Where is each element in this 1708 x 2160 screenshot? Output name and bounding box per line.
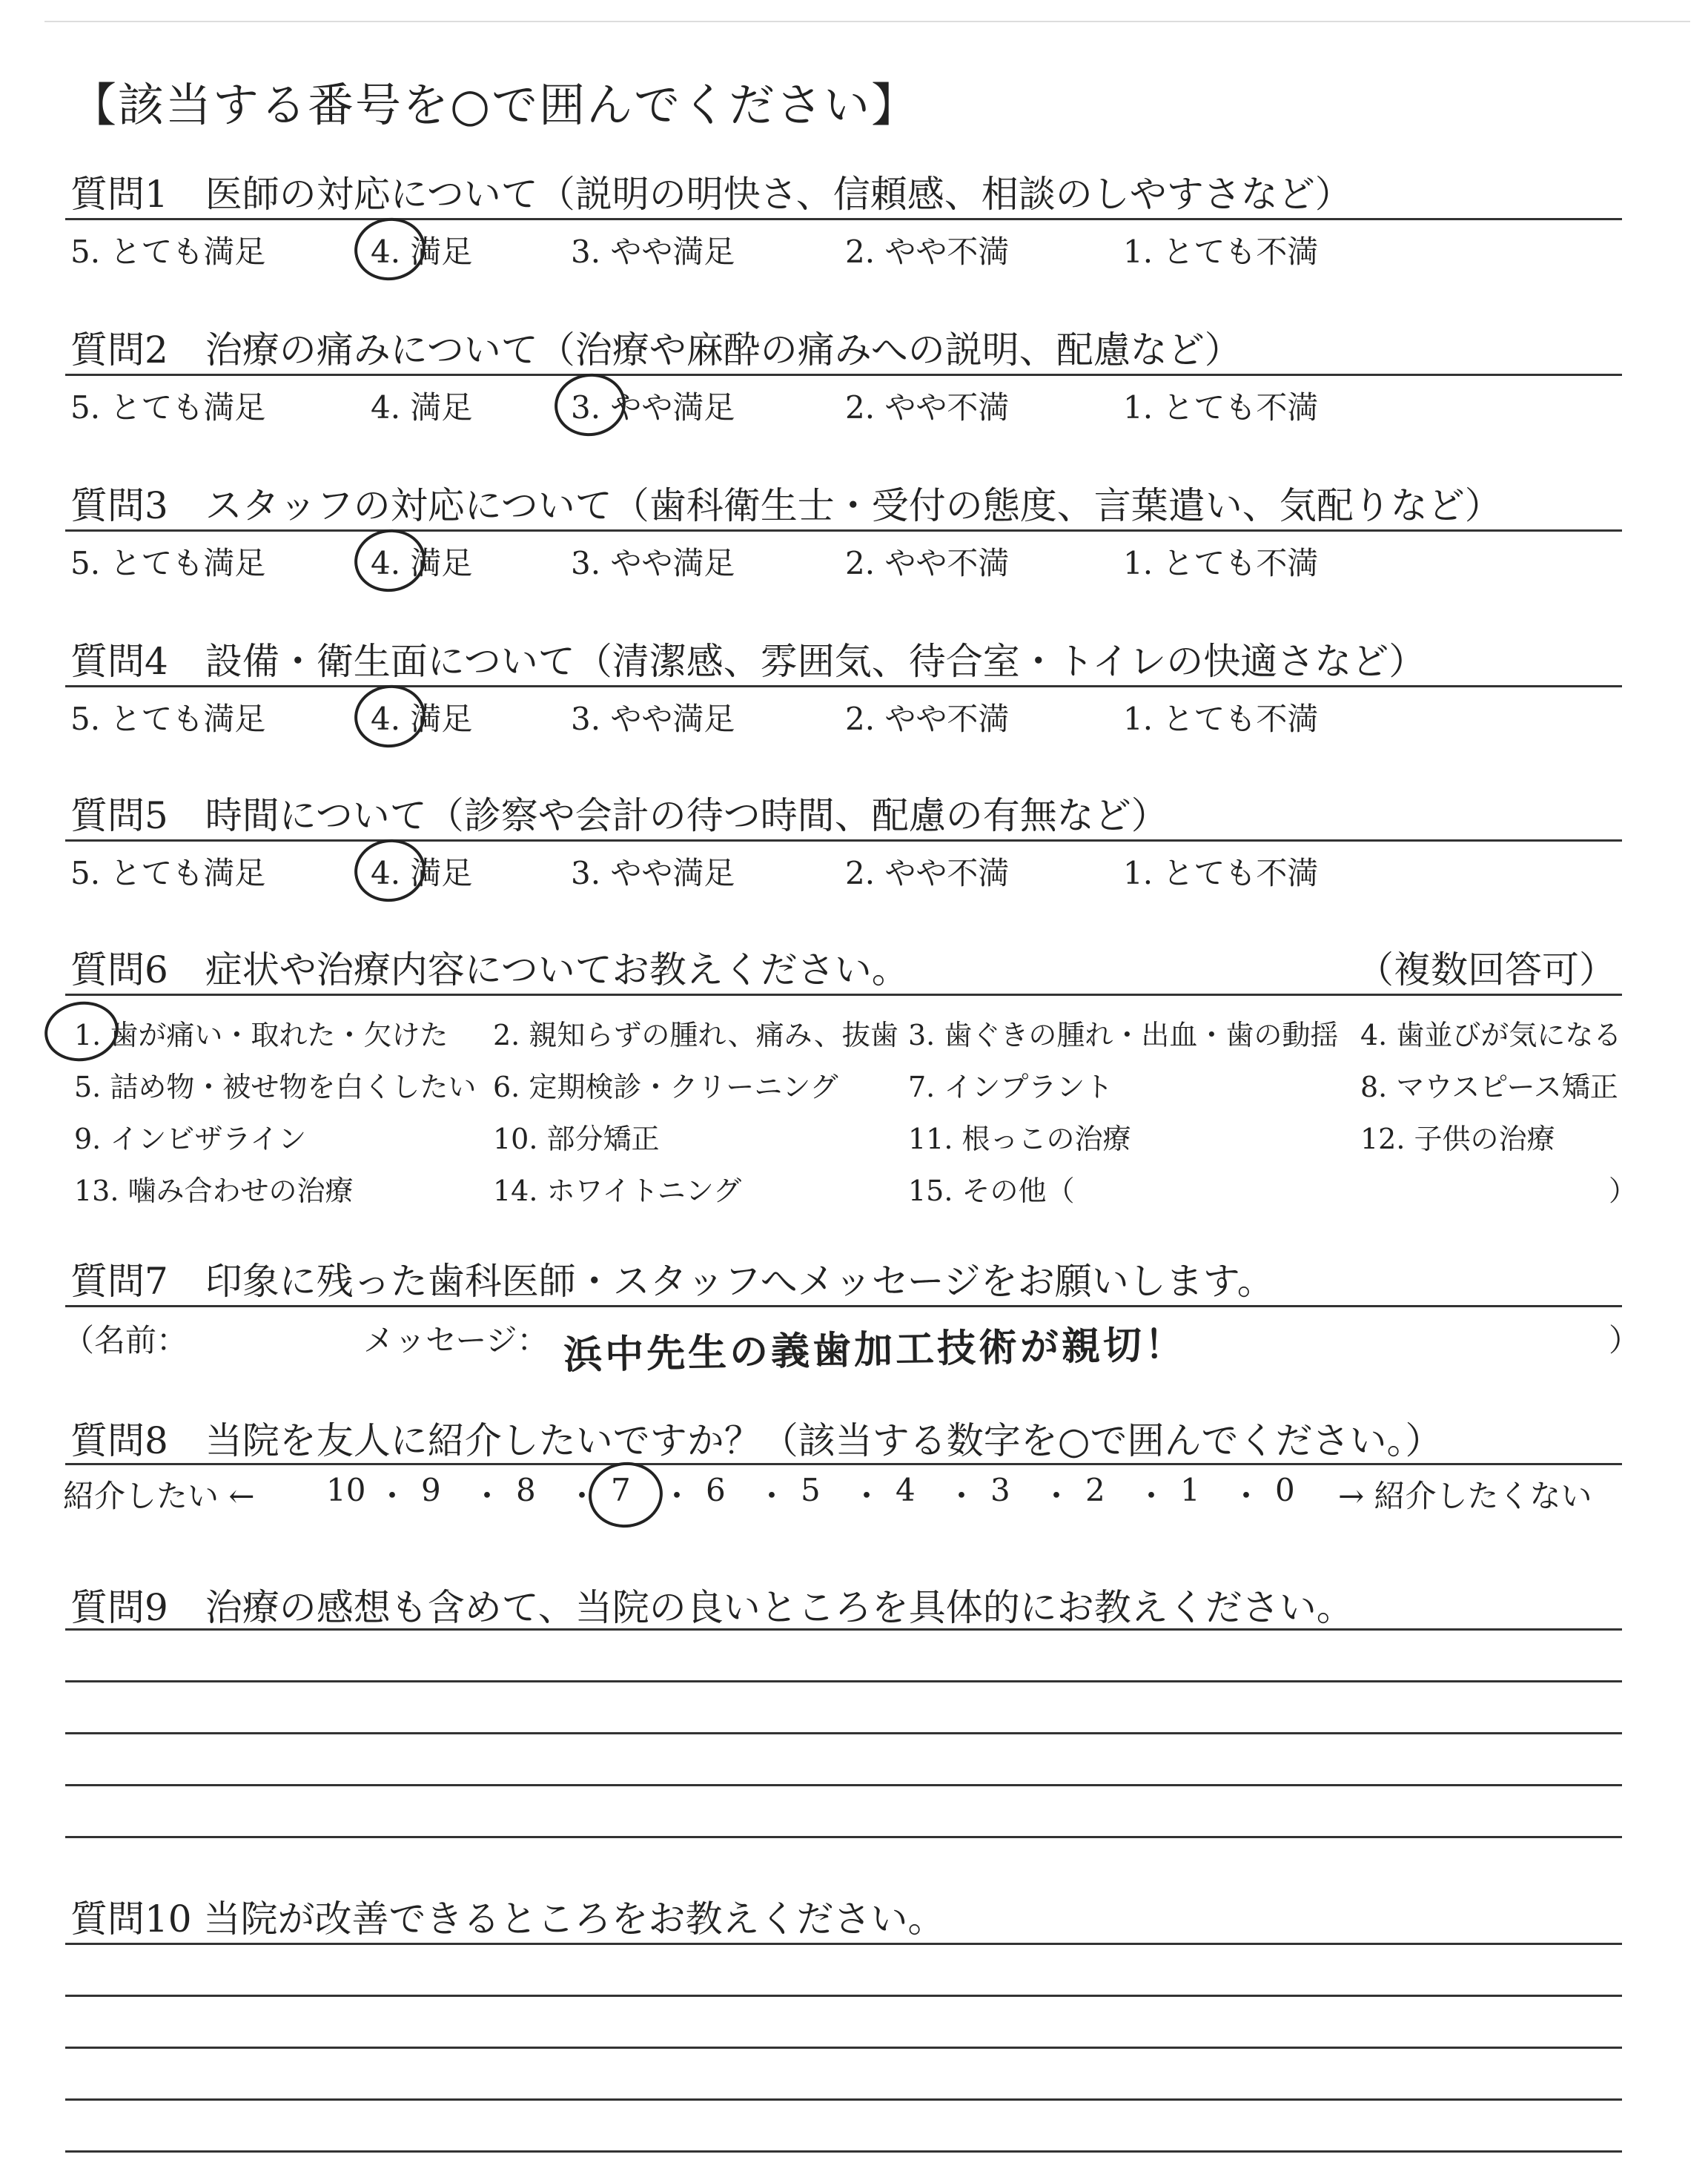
q8-scale-dot: ・ — [566, 1478, 598, 1514]
q8-title: 質問8 当院を友人に紹介したいですか？（該当する数字を○で囲んでください。） — [70, 1419, 1443, 1462]
q6-option-14[interactable]: 14. ホワイトニング — [493, 1175, 742, 1207]
q10-answer-line[interactable] — [65, 1943, 1622, 1945]
q6-option-13[interactable]: 13. 噛み合わせの治療 — [74, 1175, 354, 1207]
q7-handwritten-message: 浜中先生の義歯加工技術が親切！ — [563, 1322, 1187, 1378]
q8-right-label: → 紹介したくない — [1338, 1478, 1592, 1514]
q8-scale-2[interactable]: 2 — [1085, 1472, 1105, 1508]
q8-scale-6[interactable]: 6 — [706, 1472, 726, 1508]
q5-title: 質問5 時間について（診察や会計の待つ時間、配慮の有無など） — [70, 794, 1168, 837]
q7-name-label: （名前： — [63, 1322, 188, 1358]
q4-selection-circle — [351, 681, 430, 753]
q8-scale-5[interactable]: 5 — [801, 1472, 821, 1508]
q8-scale-0[interactable]: 0 — [1275, 1472, 1295, 1508]
q9-answer-line[interactable] — [65, 1680, 1622, 1682]
q5-option-4[interactable]: 4. 満足 — [371, 855, 473, 891]
q1-title: 質問1 医師の対応について（説明の明快さ、信頼感、相談のしやすさなど） — [70, 173, 1352, 216]
q8-scale-1[interactable]: 1 — [1180, 1472, 1200, 1508]
q1-option-3[interactable]: 3. やや満足 — [571, 234, 735, 270]
q6-option-5[interactable]: 5. 詰め物・被せ物を白くしたい — [74, 1071, 477, 1103]
q5-option-1[interactable]: 1. とても不満 — [1123, 855, 1319, 891]
q2-option-5[interactable]: 5. とても満足 — [70, 389, 266, 426]
q8-scale-dot: ・ — [661, 1478, 693, 1514]
q7-message-label: メッセージ： — [363, 1322, 549, 1358]
q6-close-paren: ） — [1609, 1175, 1638, 1207]
q8-rule — [65, 1463, 1622, 1465]
q2-option-1[interactable]: 1. とても不満 — [1123, 389, 1319, 426]
q6-option-2[interactable]: 2. 親知らずの腫れ、痛み、抜歯 — [493, 1019, 898, 1051]
q8-scale-dot: ・ — [1041, 1478, 1073, 1514]
q3-option-4[interactable]: 4. 満足 — [371, 545, 473, 581]
q3-option-3[interactable]: 3. やや満足 — [571, 545, 735, 581]
q6-option-15[interactable]: 15. その他（ — [908, 1175, 1075, 1207]
q4-option-3[interactable]: 3. やや満足 — [571, 701, 735, 737]
q10-answer-line[interactable] — [65, 1995, 1622, 1997]
q9-answer-line[interactable] — [65, 1836, 1622, 1838]
q9-answer-line[interactable] — [65, 1784, 1622, 1786]
scan-edge-line — [44, 21, 1690, 22]
q2-title: 質問2 治療の痛みについて（治療や麻酔の痛みへの説明、配慮など） — [70, 328, 1242, 371]
q5-option-5[interactable]: 5. とても満足 — [70, 855, 266, 891]
q1-option-4[interactable]: 4. 満足 — [371, 234, 473, 270]
q8-scale-dot: ・ — [377, 1478, 408, 1514]
q1-option-2[interactable]: 2. やや不満 — [845, 234, 1010, 270]
q8-scale-dot: ・ — [851, 1478, 883, 1514]
q6-note: （複数回答可） — [1357, 948, 1616, 991]
q6-option-10[interactable]: 10. 部分矯正 — [493, 1123, 660, 1155]
q2-rule — [65, 374, 1622, 376]
q6-option-12[interactable]: 12. 子供の治療 — [1360, 1123, 1555, 1155]
q9-answer-line[interactable] — [65, 1732, 1622, 1734]
q3-option-2[interactable]: 2. やや不満 — [845, 545, 1010, 581]
q2-option-4[interactable]: 4. 満足 — [371, 389, 473, 426]
q8-scale-10[interactable]: 10 — [326, 1472, 366, 1508]
q4-title: 質問4 設備・衛生面について（清潔感、雰囲気、待合室・トイレの快適さなど） — [70, 640, 1426, 683]
q1-rule — [65, 218, 1622, 220]
q2-option-2[interactable]: 2. やや不満 — [845, 389, 1010, 426]
q7-rule — [65, 1305, 1622, 1307]
q6-selection-circle — [41, 997, 122, 1066]
q2-option-3[interactable]: 3. やや満足 — [571, 389, 735, 426]
q8-scale-dot: ・ — [471, 1478, 503, 1514]
q8-scale-4[interactable]: 4 — [896, 1472, 916, 1508]
q8-scale-7[interactable]: 7 — [611, 1472, 631, 1508]
q2-selection-circle — [551, 369, 630, 441]
q1-option-1[interactable]: 1. とても不満 — [1123, 234, 1319, 270]
q6-option-6[interactable]: 6. 定期検診・クリーニング — [493, 1071, 838, 1103]
q1-option-5[interactable]: 5. とても満足 — [70, 234, 266, 270]
q3-title: 質問3 スタッフの対応について（歯科衛生士・受付の態度、言葉遣い、気配りなど） — [70, 484, 1502, 527]
q1-selection-circle — [351, 214, 430, 285]
q6-title: 質問6 症状や治療内容についてお教えください。 — [70, 948, 909, 991]
q5-option-2[interactable]: 2. やや不満 — [845, 855, 1010, 891]
q6-option-1[interactable]: 1. 歯が痛い・取れた・欠けた — [74, 1019, 448, 1051]
q8-scale-3[interactable]: 3 — [990, 1472, 1010, 1508]
q10-answer-line[interactable] — [65, 2098, 1622, 2101]
q5-option-3[interactable]: 3. やや満足 — [571, 855, 735, 891]
q6-option-7[interactable]: 7. インプラント — [908, 1071, 1113, 1103]
q3-rule — [65, 529, 1622, 532]
q5-selection-circle — [351, 835, 430, 907]
q9-title: 質問9 治療の感想も含めて、当院の良いところを具体的にお教えください。 — [70, 1586, 1354, 1629]
q4-option-1[interactable]: 1. とても不満 — [1123, 701, 1319, 737]
q8-selection-circle — [584, 1457, 666, 1532]
q7-title: 質問7 印象に残った歯科医師・スタッフへメッセージをお願いします。 — [70, 1260, 1274, 1303]
q10-answer-line[interactable] — [65, 2047, 1622, 2049]
q3-option-1[interactable]: 1. とても不満 — [1123, 545, 1319, 581]
q6-option-11[interactable]: 11. 根っこの治療 — [908, 1123, 1131, 1155]
q6-option-9[interactable]: 9. インビザライン — [74, 1123, 307, 1155]
q9-answer-line[interactable] — [65, 1628, 1622, 1631]
q8-scale-dot: ・ — [946, 1478, 978, 1514]
q4-rule — [65, 685, 1622, 687]
q8-scale-9[interactable]: 9 — [421, 1472, 441, 1508]
q8-scale-dot: ・ — [1231, 1478, 1262, 1514]
q4-option-2[interactable]: 2. やや不満 — [845, 701, 1010, 737]
form-header: 【該当する番号を○で囲んでください】 — [70, 78, 919, 132]
q8-scale-8[interactable]: 8 — [516, 1472, 536, 1508]
q3-option-5[interactable]: 5. とても満足 — [70, 545, 266, 581]
q8-left-label: 紹介したい ← — [63, 1478, 255, 1514]
q4-option-4[interactable]: 4. 満足 — [371, 701, 473, 737]
q6-rule — [65, 994, 1622, 996]
q6-option-3[interactable]: 3. 歯ぐきの腫れ・出血・歯の動揺 — [908, 1019, 1339, 1051]
q7-close-paren: ） — [1609, 1322, 1641, 1358]
q5-rule — [65, 839, 1622, 842]
q3-selection-circle — [351, 525, 430, 597]
q8-scale-dot: ・ — [756, 1478, 788, 1514]
q10-answer-line[interactable] — [65, 2150, 1622, 2153]
q8-scale-dot: ・ — [1136, 1478, 1168, 1514]
q6-option-8[interactable]: 8. マウスピース矯正 — [1360, 1071, 1618, 1103]
q4-option-5[interactable]: 5. とても満足 — [70, 701, 266, 737]
q6-option-4[interactable]: 4. 歯並びが気になる — [1360, 1019, 1622, 1051]
q10-title: 質問10 当院が改善できるところをお教えください。 — [70, 1898, 945, 1941]
